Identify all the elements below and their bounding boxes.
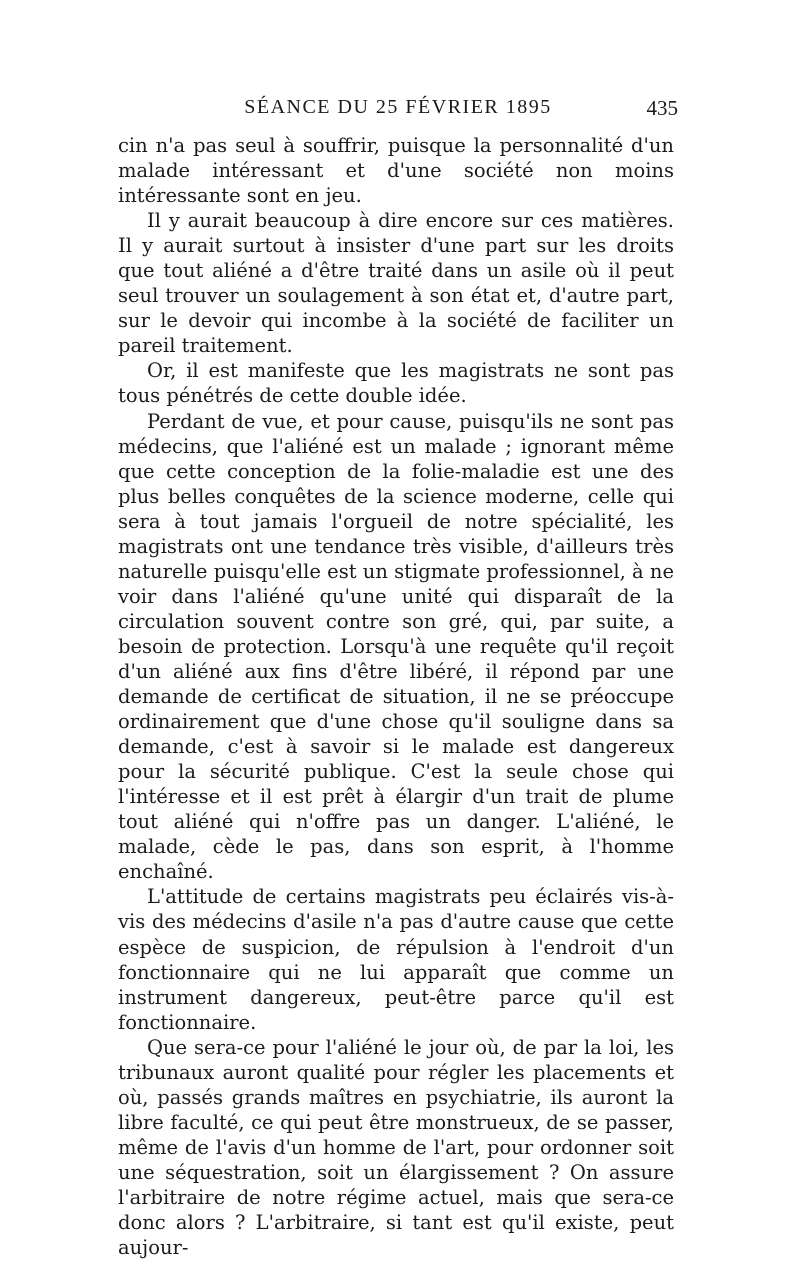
running-head (118, 96, 678, 122)
paragraph: Que sera-ce pour l'aliéné le jour où, de par la loi, les tribunaux auront qualité pour régler les placements et où, passés grands maîtres en psychiatrie, ils auront la libre faculté, ce qui peut être monstrueux, de se passer, même de l'avis d'un homme de l'art, pour ordonner soit une séquestration, soit un élargissement ? On assure l'arbitraire de notre régime actuel, mais que sera-ce donc alors ? L'arbitraire, si tant est qu'il existe, peut aujour- (118, 1035, 674, 1260)
paragraph: Or, il est manifeste que les magistrats ne sont pas tous pénétrés de cette double idée. (118, 359, 674, 408)
paragraph: L'attitude de certains magistrats peu éclairés vis-à-vis des médecins d'asile n'a pas d'autre cause que cette espèce de suspicion, de répulsion à l'endroit d'un fonctionnaire qui ne lui apparaît que comme un instrument dangereux, peut-être parce qu'il est fonctionnaire. (118, 885, 674, 1034)
page-number: 435 (646, 96, 678, 120)
paragraph: Il y aurait beaucoup à dire encore sur ces matières. Il y aurait surtout à insister d'une part sur les droits que tout aliéné a d'être traité dans un asile où il peut seul trouver un soulagement à son état et, d'autre part, sur le devoir qui incombe à la société de faciliter un pareil traitement. (118, 209, 674, 358)
paragraph: Perdant de vue, et pour cause, puisqu'ils ne sont pas médecins, que l'aliéné est un malade ; ignorant même que cette conception de la folie-maladie est une des plus belles conquêtes de la science moderne, celle qui sera à tout jamais l'orgueil de notre spécialité, les magistrats ont une tendance très visible, d'ailleurs très naturelle puisqu'elle est un stigmate professionnel, à ne voir dans l'aliéné qu'une unité qui disparaît de la circulation souvent contre son gré, qui, par suite, a besoin de protection. Lorsqu'à une requête qu'il reçoit d'un aliéné aux fins d'être libéré, il répond par une demande de certificat de situation, il ne se préoccupe ordinairement que d'une chose qu'il souligne dans sa demande, c'est à savoir si le malade est dangereux pour la sécurité publique. C'est la seule chose qui l'intéresse et il est prêt à élargir d'un trait de plume tout aliéné qui n'offre pas un danger. L'aliéné, le malade, cède le pas, dans son esprit, à l'homme enchaîné. (118, 409, 674, 884)
body-text (118, 133, 674, 1260)
paragraph-continuation: cin n'a pas seul à souffrir, puisque la personnalité d'un malade intéressant et d'une société non moins intéressante sont en jeu. (118, 134, 674, 208)
running-title: SÉANCE DU 25 FÉVRIER 1895 (244, 96, 552, 118)
